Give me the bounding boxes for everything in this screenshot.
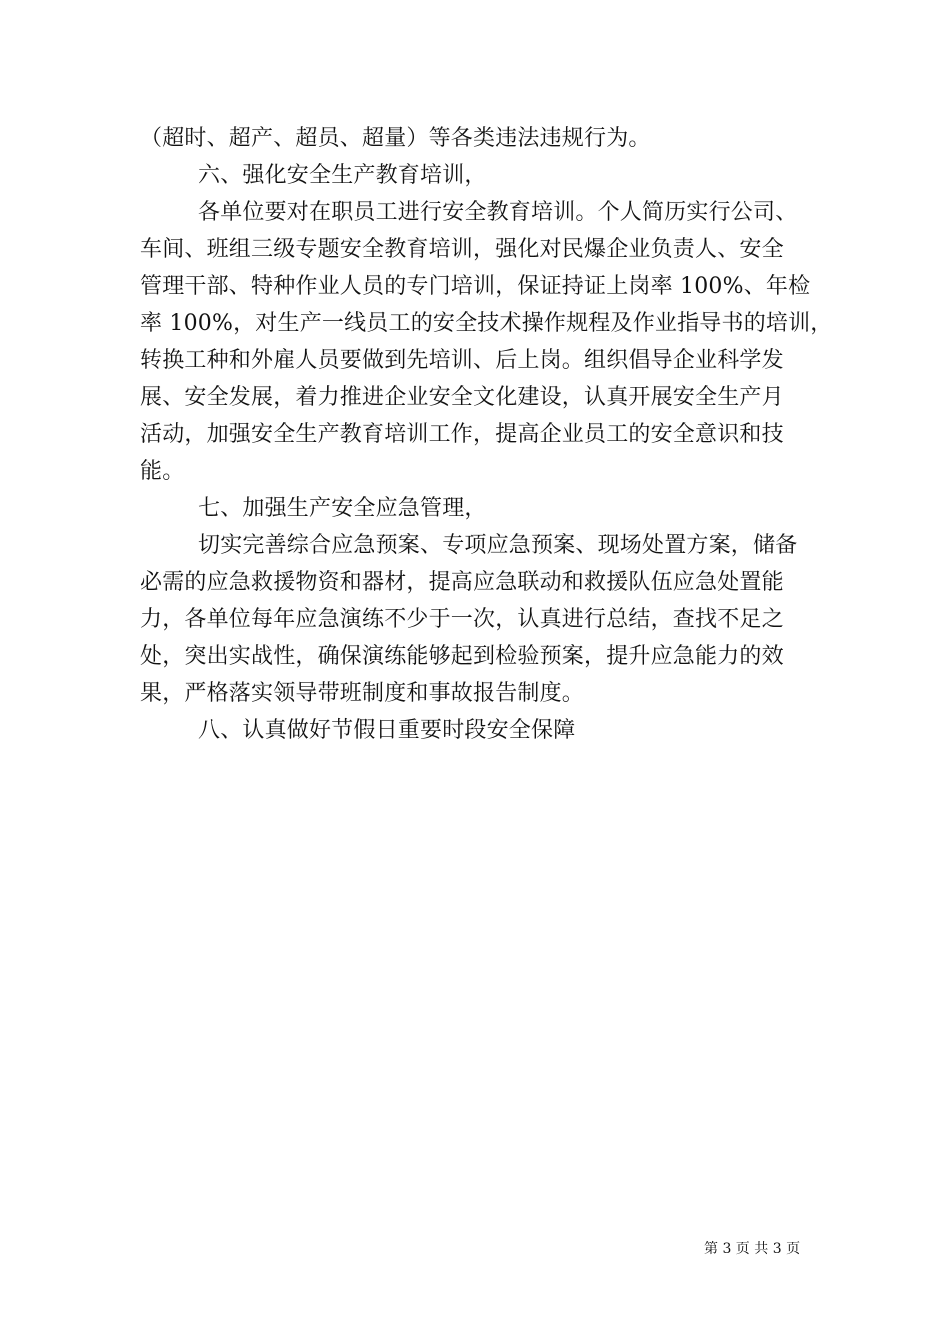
text-line: 展、安全发展，着力推进企业安全文化建设，认真开展安全生产月	[140, 385, 784, 410]
text-line: 能。	[140, 459, 185, 484]
section-heading-7: 七、加强生产安全应急管理，	[198, 496, 487, 521]
text-line: 车间、班组三级专题安全教育培训，强化对民爆企业负责人、安全	[140, 237, 784, 262]
text-line: 果，严格落实领导带班制度和事故报告制度。	[140, 681, 585, 706]
section-heading-8: 八、认真做好节假日重要时段安全保障	[198, 718, 576, 743]
text-line: 必需的应急救援物资和器材，提高应急联动和救援队伍应急处置能	[140, 570, 784, 595]
text-line: （超时、超产、超员、超量）等各类违法违规行为。	[140, 126, 651, 151]
page-number: 第 3 页 共 3 页	[704, 1241, 801, 1257]
text-line: 管理干部、特种作业人员的专门培训，保证持证上岗率 100%、年检	[140, 274, 811, 299]
text-line: 切实完善综合应急预案、专项应急预案、现场处置方案，储备	[198, 533, 798, 558]
text-line: 力，各单位每年应急演练不少于一次，认真进行总结，查找不足之	[140, 607, 784, 632]
text-line: 活动，加强安全生产教育培训工作，提高企业员工的安全意识和技	[140, 422, 784, 447]
text-line: 率 100%，对生产一线员工的安全技术操作规程及作业指导书的培训，	[140, 311, 833, 336]
text-line: 各单位要对在职员工进行安全教育培训。个人简历实行公司、	[198, 200, 798, 225]
document-body	[140, 120, 833, 749]
text-line: 转换工种和外雇人员要做到先培训、后上岗。组织倡导企业科学发	[140, 348, 784, 373]
section-heading-6: 六、强化安全生产教育培训，	[198, 163, 487, 188]
text-line: 处，突出实战性，确保演练能够起到检验预案，提升应急能力的效	[140, 644, 784, 669]
